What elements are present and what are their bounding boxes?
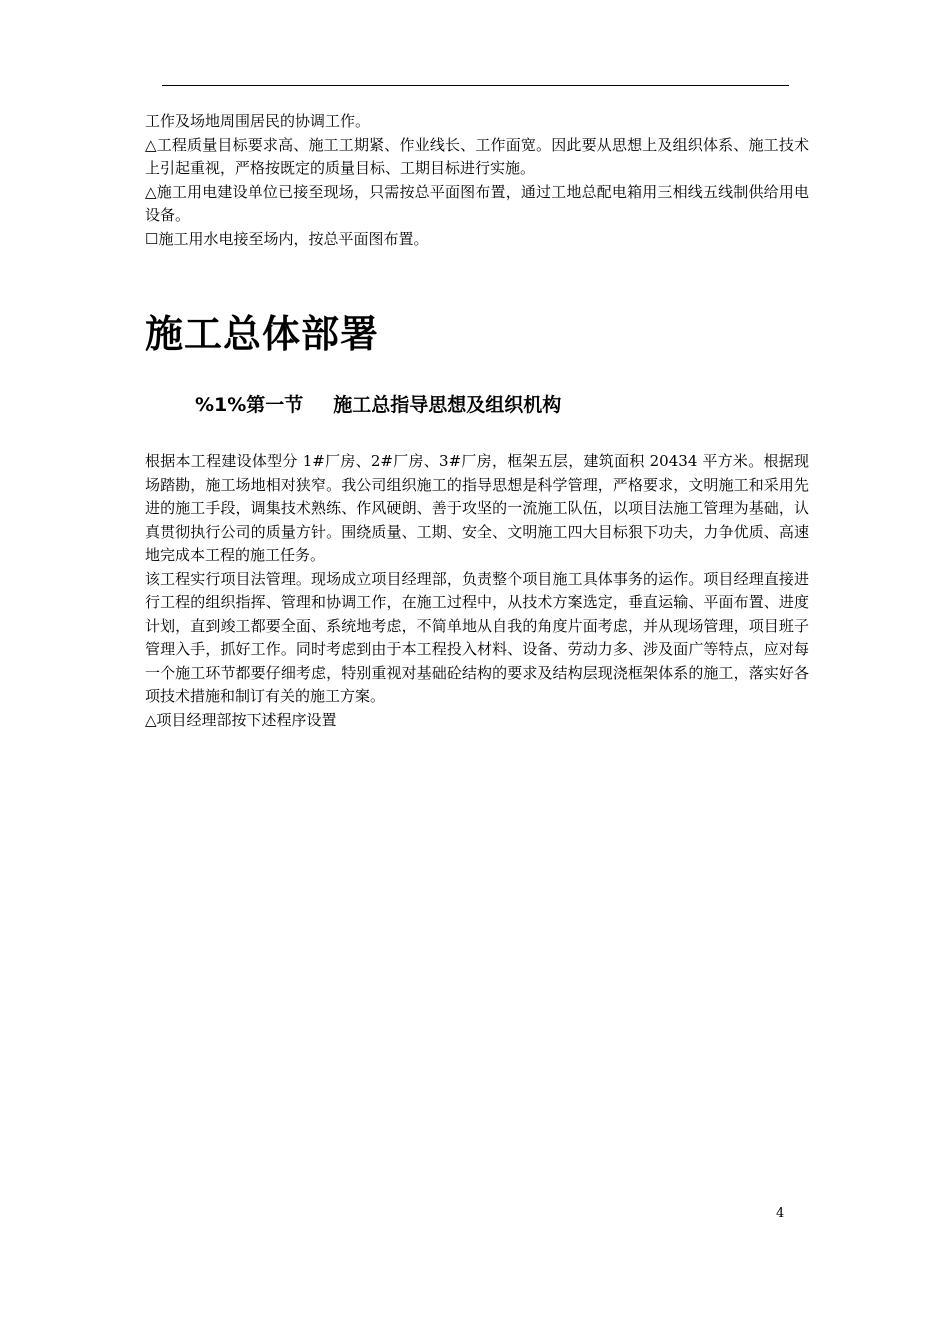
chapter-title: 施工总体部署 xyxy=(145,312,380,356)
paragraph: 根据本工程建设体型分 1#厂房、2#厂房、3#厂房，框架五层，建筑面积 20434 平方米。根据现场踏勘，施工场地相对狭窄。我公司组织施工的指导思想是科学管理，严格要求，文明施工和采用先进的施工手段，调集技术熟练、作风硬朗、善于攻坚的一流施工队伍，以项目法施工管理为基础，认真贯彻执行公司的质量方针。围绕质量、工期、安全、文明施工四大目标狠下功夫，力争优质、高速地完成本工程的施工任务。 xyxy=(145,452,809,564)
header-rule xyxy=(162,85,789,86)
section-number: %1%第一节 xyxy=(195,394,304,416)
paragraph: △施工用电建设单位已接至现场，只需按总平面图布置，通过工地总配电箱用三相线五线制供给用电设备。 xyxy=(145,182,809,224)
paragraph: ☐施工用水电接至场内，按总平面图布置。 xyxy=(145,229,429,248)
paragraph: △工程质量目标要求高、施工工期紧、作业线长、工作面宽。因此要从思想上及组织体系、施工技术上引起重视，严格按既定的质量目标、工期目标进行实施。 xyxy=(145,135,809,177)
paragraph: 工作及场地周围居民的协调工作。 xyxy=(145,112,371,130)
paragraph: △项目经理部按下述程序设置 xyxy=(145,710,337,729)
intro-text-block xyxy=(145,110,809,251)
section-title: 施工总指导思想及组织机构 xyxy=(333,394,562,416)
paragraph: 该工程实行项目法管理。现场成立项目经理部，负责整个项目施工具体事务的运作。项目经理直接进行工程的组织指挥、管理和协调工作，在施工过程中，从技术方案选定，垂直运输、平面布置、进度计划，直到竣工都要全面、系统地考虑，不简单地从自我的角度片面考虑，并从现场管理，项目班子管理入手，抓好工作。同时考虑到由于本工程投入材料、设备、劳动力多、涉及面广等特点，应对每一个施工环节都要仔细考虑，特别重视对基础砼结构的要求及结构层现浇框架体系的施工，落实好各项技术措施和制订有关的施工方案。 xyxy=(145,569,809,705)
section-heading xyxy=(195,390,561,420)
page-number: 4 xyxy=(776,1206,785,1221)
body-text-block xyxy=(145,450,809,732)
